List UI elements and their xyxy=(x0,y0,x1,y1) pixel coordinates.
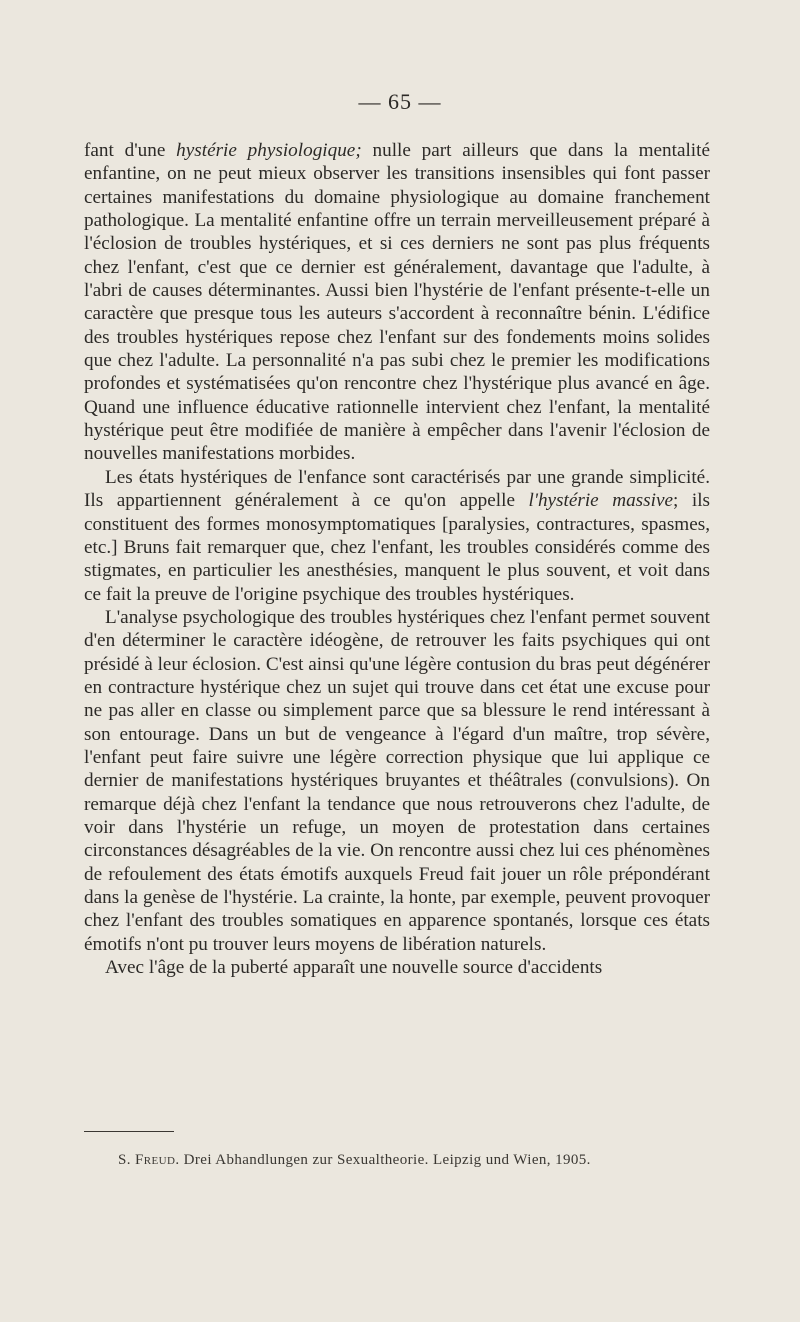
page-number: — 65 — xyxy=(358,89,442,114)
paragraph-3-span-1: L'analyse psychologique des troubles hystériques chez l'enfant permet souvent d'en déterminer le caractère idéogène, de retrouver les faits psychiques qui ont présidé à leur éclosion. C'est ainsi qu'une légère contusion du bras peut dégénérer en contracture hystérique chez un sujet qui trouve dans cet état une excuse pour ne pas aller en classe ou simplement parce que sa blessure le rend intéressant à son entourage. Dans un but de vengeance à l'égard d'un maître, trop sévère, l'enfant peut faire suivre une légère correction physique que lui applique ce dernier de manifestations hystériques bruyantes et théâtrales (convulsions). On remarque déjà chez l'enfant la tendance que nous retrouverons chez l'adulte, de voir dans l'hystérie un refuge, un moyen de protestation dans certaines circonstances désagréables de la vie. On rencontre aussi chez lui ces phénomènes de refoulement des états émotifs auxquels Freud fait jouer un rôle prépondérant dans la genèse de l'hystérie. La crainte, la honte, par exemple, peuvent provoquer chez l'enfant des troubles somatiques en apparence spontanés, lorsque ces états émotifs n'ont pu trouver leurs moyens de libération naturels. xyxy=(84,606,710,955)
body-text xyxy=(84,139,710,979)
paragraph-3 xyxy=(84,606,710,956)
paragraph-4 xyxy=(84,956,710,979)
paragraph-1-span-1: fant d'une xyxy=(84,140,177,161)
paragraph-1 xyxy=(84,139,710,466)
paragraph-2 xyxy=(84,466,710,606)
footnote xyxy=(118,1152,738,1169)
footnote-rule xyxy=(84,1131,174,1132)
paragraph-1-italic-term: hystérie physiologique; xyxy=(176,140,362,161)
paragraph-2-italic-term: l'hystérie massive xyxy=(528,490,673,512)
footnote-author: S. Freud. xyxy=(118,1152,180,1168)
paragraph-2-span-1: Les états hystériques de l'enfance sont caractérisés par une grande simplicité. Ils appartiennent généralement à ce qu'on appelle xyxy=(84,466,710,512)
footnote-text: Drei Abhandlungen zur Sexualtheorie. Leipzig und Wien, 1905. xyxy=(179,1152,591,1168)
paragraph-2-span-3: ; ils constituent des formes monosymptomatiques [paralysies, contractures, spasmes, etc.] Bruns fait remarquer que, chez l'enfant, les troubles considérés comme des stigmates, en particulier les anesthésies, manquent le plus souvent, et voit dans ce fait la preuve de l'origine psychique des troubles hystériques. xyxy=(84,490,710,605)
paragraph-4-span-1: Avec l'âge de la puberté apparaît une nouvelle source d'accidents xyxy=(105,957,603,979)
paragraph-1-span-3: nulle part ailleurs que dans la mentalité enfantine, on ne peut mieux observer les transitions insensibles qui font passer certaines manifestations du domaine physiologique au domaine franchement pathologique. La mentalité enfantine offre un terrain merveilleusement préparé à l'éclosion de troubles hystériques, et si ces derniers ne sont pas plus fréquents chez l'enfant, c'est que ce dernier est généralement, davantage que l'adulte, à l'abri de causes déterminantes. Aussi bien l'hystérie de l'enfant présente-t-elle un caractère que presque tous les auteurs s'accordent à reconnaître bénin. L'édifice des troubles hystériques repose chez l'enfant sur des fondements moins solides que chez l'adulte. La personnalité n'a pas subi chez le premier les modifications profondes et systématisées qu'on rencontre chez l'hystérique plus avancé en âge. Quand une influence éducative rationnelle intervient chez l'enfant, la mentalité hystérique peut être modifiée de manière à empêcher dans l'avenir l'éclosion de nouvelles manifestations morbides. xyxy=(84,140,710,465)
